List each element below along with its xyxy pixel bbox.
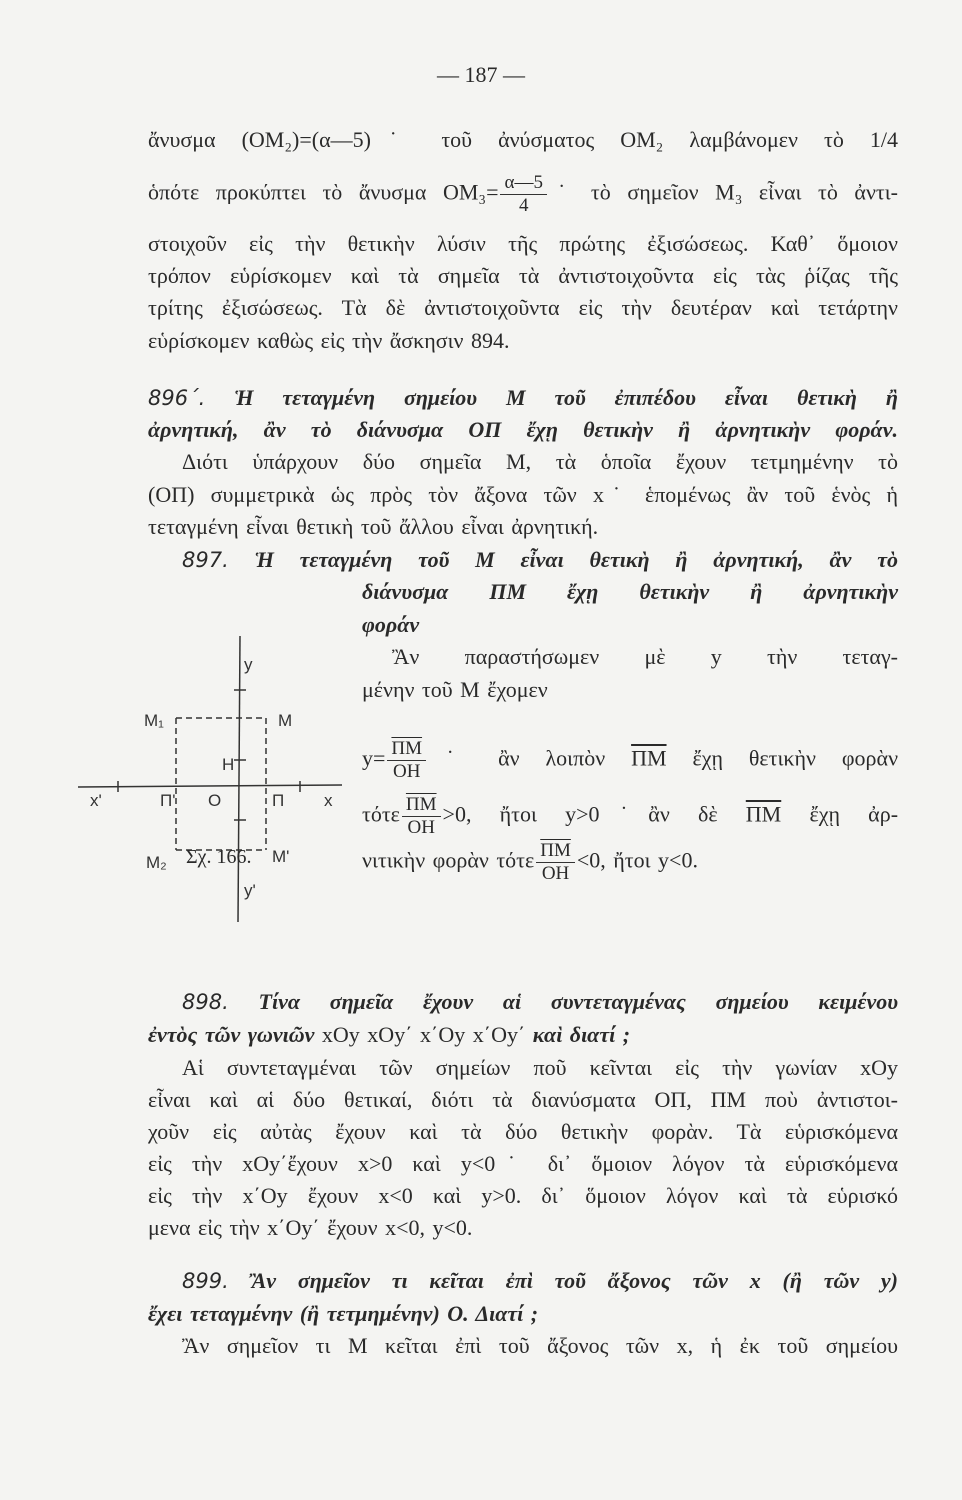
denominator: 4	[518, 195, 529, 216]
label-x-prime: x'	[90, 791, 102, 810]
text-line: εἰς τὴν x΄Oy ἔχουν x<0 καὶ y>0. δι᾽ ὅμοιον λόγον καὶ τὰ εὑρισκό	[148, 1183, 898, 1208]
page-number: — 187 —	[437, 62, 525, 87]
vector-pm: $\overline{\Pi M}$	[745, 801, 782, 827]
text-line: Αἱ συντεταγμέναι τῶν σημείων ποῦ κεῖνται εἰς τὴν γωνίαν xOy	[182, 1055, 898, 1080]
text-segment: y=	[362, 745, 386, 771]
label-x: x	[324, 791, 333, 810]
text-line: Ἂν σημεῖον τι Μ κεῖται ἐπὶ τοῦ ἄξονος τῶν x, ἡ ἐκ τοῦ σημείου	[182, 1333, 898, 1358]
section-heading	[182, 988, 898, 1016]
text-segment: <0, ἤτοι y<0.	[576, 847, 698, 873]
text-line: τεταγμένη εἶναι θετικὴ τοῦ ἄλλου εἶναι ἀρνητική.	[148, 514, 599, 539]
heading-text: Ἡ τεταγμένη σημείου Μ τοῦ ἐπιπέδου εἶναι θετικὴ ἢ	[234, 385, 898, 410]
text-segment: ˙ ἂν λοιπὸν	[428, 745, 606, 771]
text-line: τρίτης ἐξισώσεως. Τὰ δὲ ἀντιστοιχοῦντα εἰς τὴν δευτέραν καὶ τετάρτην	[148, 295, 898, 320]
text-segment: ἔχῃ θετικὴν φορὰν	[692, 745, 899, 771]
section-heading	[182, 1267, 898, 1295]
denominator: ΟΗ	[393, 761, 421, 782]
denominator: ΟΗ	[541, 863, 570, 884]
text-line: (ΟΠ) συμμετρικὰ ὡς πρὸς τὸν ἄξονα τῶν x˙ ἑπομένως ἂν τοῦ ἑνὸς ἡ	[148, 482, 898, 507]
text-segment: τότε	[362, 801, 400, 827]
numerator: $\overline{\Pi M}$	[536, 840, 575, 863]
vector-pm: $\overline{\Pi M}$	[631, 745, 667, 771]
text-line: μένην τοῦ Μ ἔχομεν	[362, 677, 548, 702]
label-m1: M₁	[144, 711, 164, 730]
section-heading-line: ἔχει τεταγμένην (ἢ τετμημένην) Ο. Διατί ;	[148, 1301, 539, 1326]
heading-text: Ἂν σημεῖον τι κεῖται ἐπὶ τοῦ ἄξονος τῶν x (ἢ τῶν y)	[250, 1268, 899, 1293]
section-number: 898.	[182, 990, 229, 1014]
label-p: Π	[272, 791, 285, 810]
text-line: τρόπον εὑρίσκομεν καὶ τὰ σημεῖα τὰ ἀντιστοιχοῦντα εἰς τὰς ῥίζας τῆς	[148, 263, 898, 288]
text-line: εἶναι καὶ αἱ δύο θετικαί, διότι τὰ διανύσματα ΟΠ, ΠΜ ποὺ ἀντιστοι-	[148, 1087, 898, 1112]
heading-text: ἐντὸς τῶν γωνιῶν	[148, 1022, 315, 1047]
text-line: μενα εἰς τὴν x΄Oy΄ ἔχουν x<0, y<0.	[148, 1215, 473, 1240]
label-h: H	[222, 755, 235, 774]
label-p-prime: Π'	[160, 791, 176, 810]
text-line: εἰς τὴν xOy΄ἔχουν x>0 καὶ y<0˙ δι᾽ ὅμοιον λόγον τὰ εὑρισκόμενα	[148, 1151, 898, 1176]
text-segment: ἔχῃ ἀρ-	[809, 801, 899, 827]
section-number: 899.	[182, 1269, 229, 1293]
heading-math: xOy xOy΄ x΄Oy x΄Oy΄	[321, 1022, 526, 1047]
section-heading-line: διάνυσμα ΠΜ ἔχῃ θετικὴν ἢ ἀρνητικὴν	[362, 579, 898, 604]
label-m: M	[278, 711, 293, 730]
section-heading-line: ἀρνητική, ἂν τὸ διάνυσμα ΟΠ ἔχῃ θετικὴν ἢ ἀρνητικὴν φοράν.	[148, 417, 898, 442]
section-heading-line	[148, 1021, 898, 1049]
text-line: Ἂν παραστήσωμεν μὲ y τὴν τεταγ-	[392, 644, 898, 669]
label-m2: M₂	[146, 853, 167, 872]
text-line: Διότι ὑπάρχουν δύο σημεῖα Μ, τὰ ὁποῖα ἔχουν τετμημένην τὸ	[182, 449, 898, 474]
section-number: 897.	[182, 548, 229, 572]
section-heading-line: φοράν	[362, 612, 420, 637]
text-segment: >0, ἤτοι y>0˙ἂν δὲ	[442, 801, 718, 827]
label-m-prime: M'	[272, 847, 290, 866]
text-line: ἄνυσμα (ΟΜ₂)=(α—5)˙ τοῦ ἀνύσματος ΟΜ₂ λαμβάνομεν τὸ 1/4	[148, 127, 898, 152]
numerator: $\overline{\Pi M}$	[402, 794, 441, 817]
label-y: y	[244, 655, 253, 674]
text-segment: νιτικὴν φορὰν τότε	[362, 847, 535, 873]
section-number: 896΄.	[148, 386, 206, 410]
text-segment: ὁπότε προκύπτει τὸ ἄνυσμα ΟΜ₃=	[148, 179, 499, 205]
text-line: εὑρίσκομεν καθὼς εἰς τὴν ἄσκησιν 894.	[148, 328, 510, 353]
text-line: στοιχοῦν εἰς τὴν θετικὴν λύσιν τῆς πρώτης ἐξισώσεως. Καθ᾽ ὅμοιον	[148, 231, 898, 256]
label-o: O	[208, 791, 222, 810]
numerator: $\overline{\Pi M}$	[387, 738, 426, 761]
text-segment: ˙ τὸ σημεῖον Μ₃ εἶναι τὸ ἀντι-	[548, 179, 898, 205]
denominator: ΟΗ	[407, 817, 435, 838]
heading-text: Ἡ τεταγμένη τοῦ Μ εἶναι θετικὴ ἢ ἀρνητική, ἂν τὸ	[254, 547, 899, 572]
heading-text: καὶ διατί ;	[532, 1022, 631, 1047]
numerator: α—5	[500, 172, 546, 195]
y-axis	[238, 636, 240, 922]
figure-caption: Σχ. 166.	[186, 846, 252, 868]
heading-text: Τίνα σημεῖα ἔχουν αἱ συντεταγμένας σημείου κειμένου	[258, 989, 898, 1014]
text-line: χοῦν εἰς αὐτὰς ἔχουν καὶ τὰ δύο θετικὴν φορὰν. Τὰ εὑρισκόμενα	[148, 1119, 898, 1144]
label-y-prime: y'	[244, 881, 256, 900]
